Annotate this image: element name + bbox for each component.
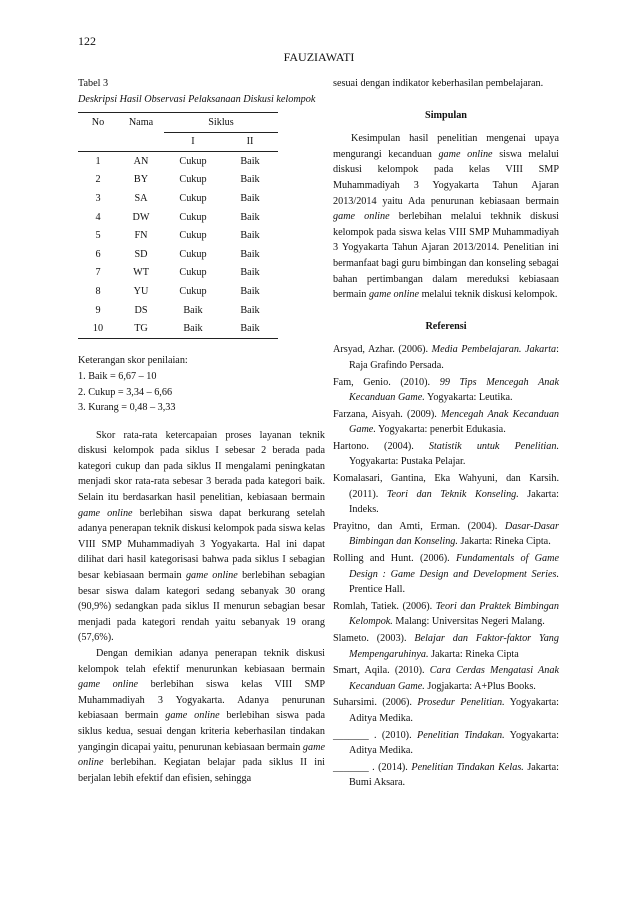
header-siklus-2: II: [222, 132, 278, 152]
header-siklus: Siklus: [164, 113, 278, 133]
cell-siklus-2: Baik: [240, 267, 260, 279]
cell-nama: YU: [133, 286, 149, 298]
cell-siklus-2: Baik: [240, 155, 260, 167]
table-row: [78, 208, 278, 227]
reference-item: Romlah, Tatiek. (2006). Teori dan Praktek Bimbingan Kelompok. Malang: Universitas Negeri Malang.: [333, 600, 559, 628]
cell-nama: BY: [133, 174, 149, 186]
cell-nama: TG: [118, 320, 164, 339]
reference-item: Farzana, Aisyah. (2009). Mencegah Anak Kecanduan Game. Yogyakarta: penerbit Edukasia.: [333, 408, 560, 436]
table-body: [78, 152, 278, 339]
reference-item: _______ . (2010). Penelitian Tindakan. Yogyakarta: Aditya Medika.: [333, 729, 559, 757]
cell-no: 1: [95, 155, 101, 167]
cell-nama: FN: [134, 230, 148, 242]
table-row: [78, 152, 278, 171]
table-header-row: [78, 113, 278, 133]
cell-siklus-1: Cukup: [179, 155, 207, 167]
table-row: [78, 190, 278, 209]
left-column: [78, 76, 325, 786]
cell-siklus-1: Baik: [183, 304, 203, 316]
header-nama: Nama: [118, 113, 164, 133]
cell-siklus-1: Cukup: [179, 267, 207, 279]
observation-table: [78, 112, 278, 339]
section-heading-referensi: Referensi: [425, 320, 467, 332]
cell-siklus-1: Cukup: [179, 286, 207, 298]
cell-nama: SD: [134, 248, 148, 260]
continuation-paragraph: sesuai dengan indikator keberhasilan pembelajaran.: [333, 78, 544, 89]
cell-siklus-1: Cukup: [179, 193, 207, 205]
reference-item: Prayitno, dan Amti, Erman. (2004). Dasar-Dasar Bimbingan dan Konseling. Jakarta: Rineka Cipta.: [333, 520, 559, 548]
section-heading-simpulan: Simpulan: [425, 109, 467, 121]
reference-item: Fam, Genio. (2010). 99 Tips Mencegah Anak Kecanduan Game. Yogyakarta: Leutika.: [333, 376, 560, 404]
cell-no: 3: [95, 193, 101, 205]
reference-item: Smart, Aqila. (2010). Cara Cerdas Mengatasi Anak Kecanduan Game. Jogjakarta: A+Plus Books.: [333, 665, 559, 692]
reference-item: _______ . (2014). Penelitian Tindakan Kelas. Jakarta: Bumi Aksara.: [333, 761, 559, 789]
reference-item: Hartono. (2004). Statistik untuk Penelitian. Yogyakarta: Pustaka Pelajar.: [333, 440, 559, 468]
cell-siklus-1: Cukup: [179, 211, 207, 223]
cell-siklus-2: Baik: [222, 320, 278, 339]
cell-siklus-2: Baik: [240, 211, 260, 223]
cell-no: 7: [95, 267, 101, 279]
reference-item: Suharsimi. (2006). Prosedur Penelitian. Yogyakarta: Aditya Medika.: [333, 697, 559, 724]
legend-title: Keterangan skor penilaian:: [78, 355, 188, 367]
cell-no: 8: [95, 286, 101, 298]
cell-no: 9: [95, 304, 101, 316]
reference-item: Komalasari, Gantina, Eka Wahyuni, dan Karsih. (2011). Teori dan Teknik Konseling. Jakarta: Indeks.: [333, 473, 559, 516]
cell-siklus-1: Cukup: [179, 174, 207, 186]
cell-siklus-2: Baik: [240, 174, 260, 186]
cell-nama: WT: [133, 267, 149, 279]
body-paragraph: Dengan demikian adanya penerapan teknik diskusi kelompok telah efektif menurunkan kebiasaan bermain game online berlebihan siswa kelas VIII SMP Muhammadiyah 3 Yogyakarta. Adanya penurunan kebiasaan bermain game online berlebihan siswa pada siklus kedua, sesuai dengan kriteria keberhasilan tindakan yangingin dicapai yaitu, penurunan kebiasaan bermain game online berlebihan. Kegiatan belajar pada siklus II ini berjalan lebih efektif dan efisien, sehingga: [78, 648, 325, 784]
cell-no: 10: [78, 320, 118, 339]
table-caption: Deskripsi Hasil Observasi Pelaksanaan Diskusi kelompok: [78, 93, 316, 105]
reference-item: Arsyad, Azhar. (2006). Media Pembelajaran. Jakarta: Raja Grafindo Persada.: [333, 344, 559, 371]
cell-siklus-2: Baik: [240, 286, 260, 298]
cell-no: 4: [95, 211, 101, 223]
score-legend: [78, 353, 325, 415]
page-number: 122: [78, 34, 96, 48]
running-head: FAUZIAWATI: [283, 50, 355, 64]
table-subheader-row: [78, 132, 278, 152]
cell-siklus-2: Baik: [240, 248, 260, 260]
reference-item: Rolling and Hunt. (2006). Fundamentals of Game Design : Game Design and Development Series. Prentice Hall.: [333, 553, 559, 596]
table-row: [78, 264, 278, 283]
cell-siklus-2: Baik: [240, 304, 260, 316]
table-row: [78, 301, 278, 320]
table-title: Tabel 3: [78, 78, 109, 89]
cell-no: 6: [95, 248, 101, 260]
cell-no: 2: [95, 174, 101, 186]
table-row: [78, 283, 278, 302]
reference-list: [333, 342, 559, 791]
cell-siklus-2: Baik: [240, 230, 260, 242]
table-row: [78, 227, 278, 246]
cell-nama: DS: [134, 304, 148, 316]
cell-nama: AN: [133, 155, 149, 167]
cell-siklus-2: Baik: [240, 193, 260, 205]
header-siklus-1: I: [164, 132, 222, 152]
cell-no: 5: [95, 230, 101, 242]
cell-nama: DW: [132, 211, 150, 223]
legend-item: 1. Baik = 6,67 – 10: [78, 370, 157, 382]
legend-item: 2. Cukup = 3,34 – 6,66: [78, 386, 173, 398]
conclusion-paragraph: Kesimpulan hasil penelitian mengenai upaya mengurangi kecanduan game online siswa melalui diskusi kelompok pada kelas VIII SMP Muhammadiyah 3 Yogyakarta Tahun Ajaran 2013/2014 yaitu Ada penurunan kebiasaan bermain game online berlebihan melalui tekhnik diskusi kelompok pada siswa kelas VIII SMP Muhammadiyah 3 Yogyakarta Tahun Ajaran 2013/2014. Penelitian ini bermanfaat bagi guru bimbingan dan konseling sebagai bahan pertimbangan dalam mereduksi kebiasaan bermain game online melalui teknik diskusi kelompok.: [333, 133, 560, 301]
header-no: No: [78, 113, 118, 133]
reference-item: Slameto. (2003). Belajar dan Faktor-faktor Yang Mempengaruhinya. Jakarta: Rineka Cipta: [333, 633, 559, 660]
cell-siklus-1: Cukup: [179, 248, 207, 260]
table-row: [78, 320, 278, 339]
body-paragraph: Skor rata-rata ketercapaian proses layanan teknik diskusi kelompok pada siklus I sebesar 2 berada pada kategori cukup dan pada siklus II mengalami peningkatan menjadi skor rata-rata sebesar 3 berada pada kategori baik. Selain itu berdasarkan hasil penelitian, kebiasaan bermain game online berlebihan siswa dapat berkurang setelah adanya penerapan teknik diskusi kelompok pada siswa kelas VIII SMP Muhammadiyah 3 Yogyakarta. Hal ini dapat dilihat dari hasil kategorisasi bahwa pada siklus I sebagian besar kebiasaan bermain game online berlebihan sebagian besar siswa dalam kategori sedang sebanyak 30 orang (90,9%) sedangkan pada siklus II menurun sebagian besar menjadi pada kategori rendah yaitu sebanyak 19 orang (57,6%).: [78, 429, 325, 644]
table-row: [78, 171, 278, 190]
cell-siklus-1: Baik: [164, 320, 222, 339]
table-row: [78, 245, 278, 264]
cell-nama: SA: [134, 193, 148, 205]
cell-siklus-1: Cukup: [179, 230, 207, 242]
right-column: [333, 76, 559, 792]
legend-item: 3. Kurang = 0,48 – 3,33: [78, 402, 176, 414]
